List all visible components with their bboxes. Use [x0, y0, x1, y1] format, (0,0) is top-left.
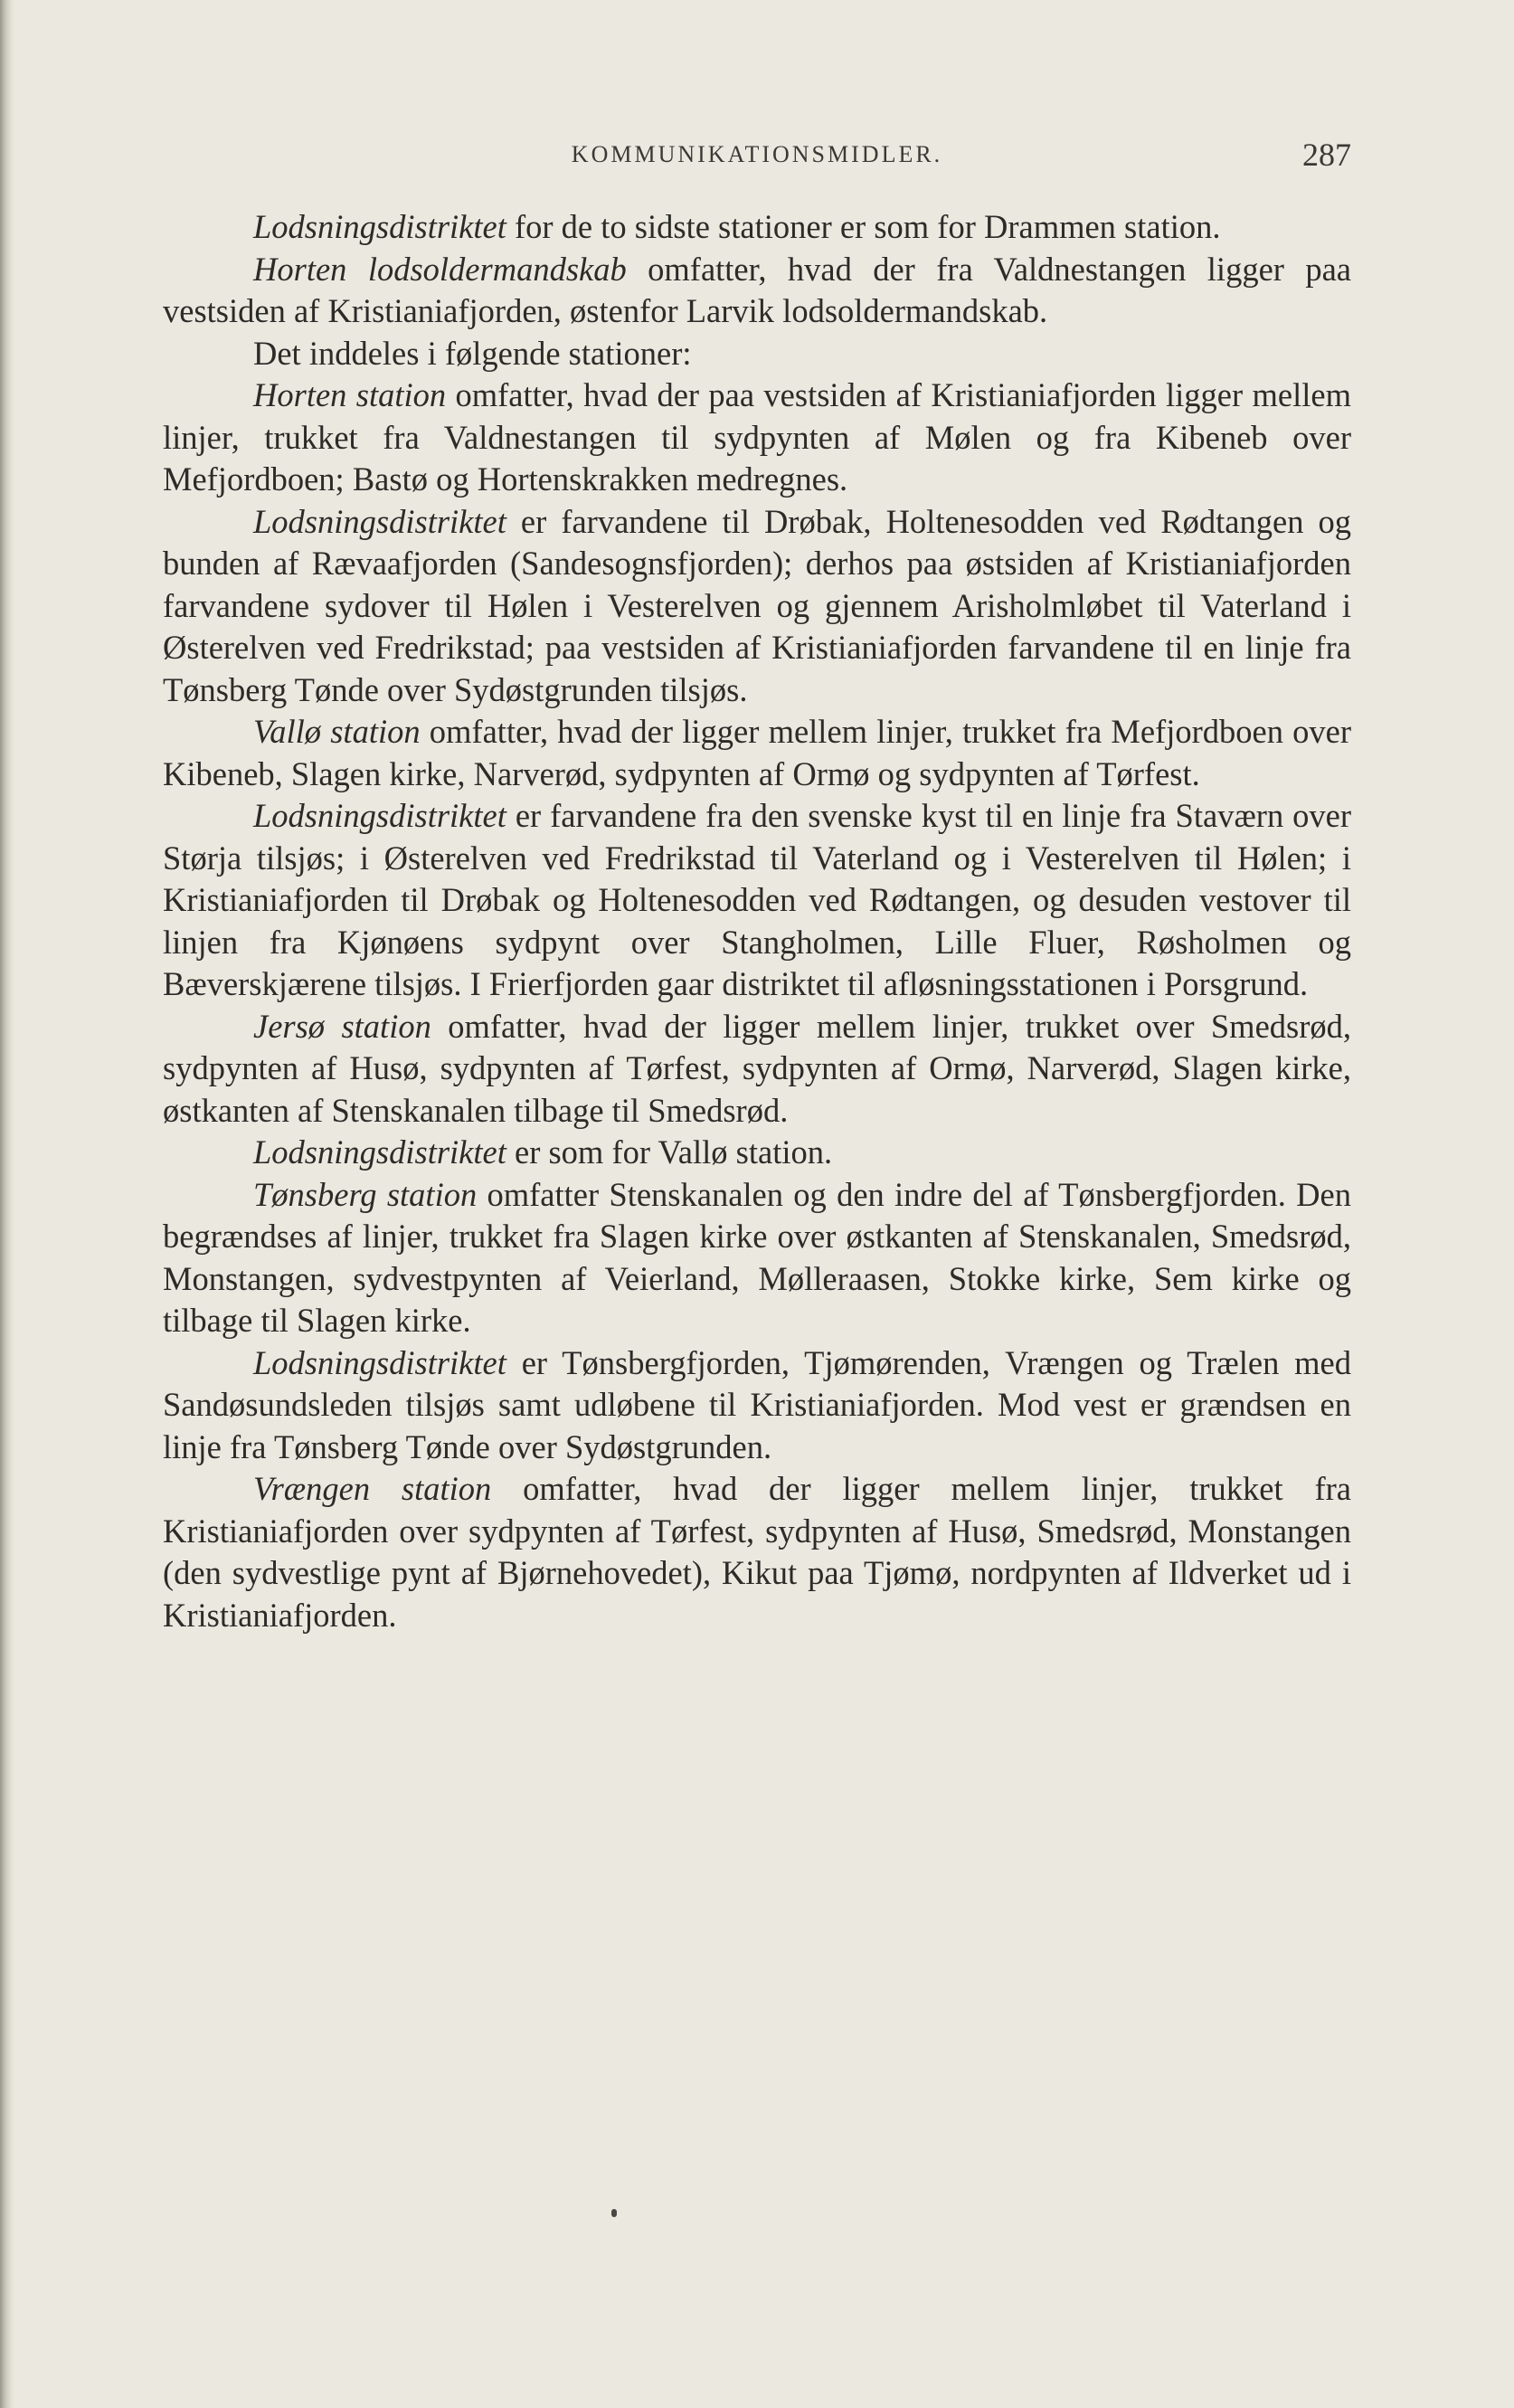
paragraph-lead: Vallø station	[253, 713, 421, 750]
paragraph	[163, 1468, 1351, 1636]
paragraph-lead: Vrængen station	[253, 1470, 492, 1507]
paragraph-text: omfatter, hvad der ligger mellem linjer, trukket fra Mefjordboen over Kibeneb, Slagen kirke, Narverød, sydpynten af Ormø og sydpynten af Tørfest.	[163, 713, 1351, 792]
paragraph	[163, 1174, 1351, 1342]
paragraph-lead: Lodsningsdistriktet	[253, 1343, 506, 1381]
ink-speck	[611, 2209, 617, 2217]
page-header	[163, 136, 1351, 181]
paragraph-lead: Horten station	[253, 376, 447, 413]
page-number: 287	[1302, 137, 1351, 173]
paragraph	[163, 501, 1351, 712]
paragraph	[163, 333, 1351, 375]
paragraph-lead: Horten lodsoldermandskab	[253, 250, 627, 288]
paragraph-lead: Lodsningsdistriktet	[253, 502, 506, 540]
paragraph	[163, 795, 1351, 1006]
paragraph-text: er Tønsbergfjorden, Tjømørenden, Vrængen og Trælen med Sandøsundsleden tilsjøs samt udløbene til Kristianiafjorden. Mod vest er grændsen en linje fra Tønsberg Tønde over Sydøstgrunden.	[163, 1343, 1351, 1465]
paragraph-lead: Jersø station	[253, 1007, 431, 1045]
paragraph-lead: Lodsningsdistriktet	[253, 1133, 506, 1171]
paragraph-text: omfatter, hvad der ligger mellem linjer, trukket over Smedsrød, sydpynten af Husø, sydpynten af Tørfest, sydpynten af Ormø, Narverød, Slagen kirke, østkanten af Stenskanalen tilbage til Smedsrød.	[163, 1007, 1351, 1129]
paragraph	[163, 249, 1351, 333]
paragraph	[163, 1006, 1351, 1133]
paragraph	[163, 711, 1351, 795]
paragraph	[163, 1132, 1351, 1174]
page-binding-edge	[0, 0, 14, 2408]
paragraph-text: for de to sidste stationer er som for Drammen station.	[506, 208, 1221, 245]
paragraph	[163, 374, 1351, 501]
paragraph-lead: Lodsningsdistriktet	[253, 797, 506, 834]
paragraph-text: Det inddeles i følgende stationer:	[253, 334, 692, 372]
paragraph-text: er farvandene fra den svenske kyst til en linje fra Staværn over Størja tilsjøs; i Østerelven ved Fredrikstad til Vaterland og i Vesterelven til Hølen; i Kristianiafjorden til Drøbak og Holtenesodden ved Rødtangen, og desuden vestover til linjen fra Kjønøens sydpynt over Stangholmen, Lille Fluer, Røsholmen og Bæverskjærene tilsjøs. I Frierfjorden gaar distriktet til afløsningsstationen i Porsgrund.	[163, 797, 1351, 1002]
paragraph-lead: Tønsberg station	[253, 1175, 478, 1213]
paragraph-text: omfatter, hvad der ligger mellem linjer, trukket fra Kristianiafjorden over sydpynten af Tørfest, sydpynten af Husø, Smedsrød, Monstangen (den sydvestlige pynt af Bjørnehovedet), Kikut paa Tjømø, nordpynten af Ildverket ud i Kristianiafjorden.	[163, 1470, 1351, 1634]
text-body	[163, 206, 1351, 1636]
paragraph-text: omfatter Stenskanalen og den indre del af Tønsbergfjorden. Den begrændses af linjer, trukket fra Slagen kirke over østkanten af Stenskanalen, Smedsrød, Monstangen, sydvestpynten af Veierland, Mølleraasen, Stokke kirke, Sem kirke og tilbage til Slagen kirke.	[163, 1175, 1351, 1339]
paragraph-text: omfatter, hvad der paa vestsiden af Kristianiafjorden ligger mellem linjer, trukket fra Valdnestangen til sydpynten af Mølen og fra Kibeneb over Mefjordboen; Bastø og Hortenskrakken medregnes.	[163, 376, 1351, 498]
running-head: KOMMUNIKATIONSMIDLER.	[571, 141, 943, 167]
paragraph	[163, 1342, 1351, 1469]
paragraph	[163, 206, 1351, 249]
paragraph-text: er farvandene til Drøbak, Holtenesodden ved Rødtangen og bunden af Rævaafjorden (Sandesognsfjorden); derhos paa østsiden af Kristianiafjorden farvandene sydover til Hølen i Vesterelven og gjennem Arisholmløbet til Vaterland i Østerelven ved Fredrikstad; paa vestsiden af Kristianiafjorden farvandene til en linje fra Tønsberg Tønde over Sydøstgrunden tilsjøs.	[163, 502, 1351, 708]
paragraph-text: er som for Vallø station.	[506, 1133, 833, 1171]
paragraph-lead: Lodsningsdistriktet	[253, 208, 506, 245]
paragraph-text: omfatter, hvad der fra Valdnestangen ligger paa vestsiden af Kristianiafjorden, østenfor Larvik lodsoldermandskab.	[163, 250, 1352, 329]
